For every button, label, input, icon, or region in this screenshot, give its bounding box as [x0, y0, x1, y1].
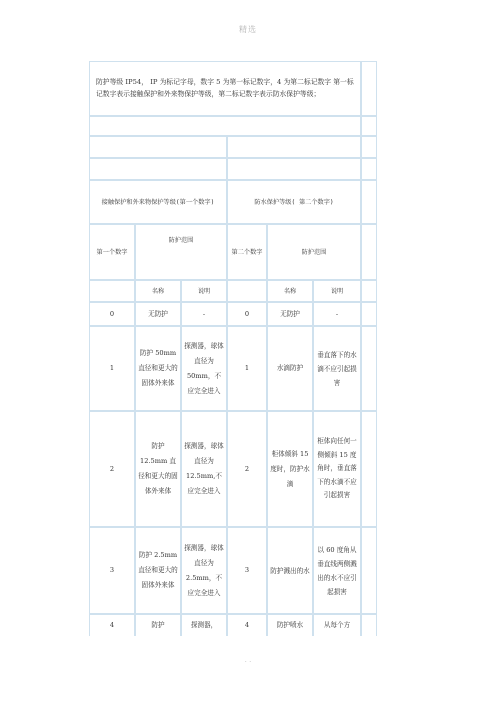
side-cell — [361, 302, 377, 326]
side-cell — [361, 136, 377, 158]
header-second-digit: 第二个数字 — [227, 224, 267, 280]
header-protect-scope-2: 防护范围 — [267, 224, 361, 280]
name-1-cell: 防护 2.5mm 直径和更大的固体外来体 — [135, 527, 181, 614]
header-desc-1: 说明 — [181, 280, 227, 302]
name-1-cell: 防护 12.5mm 直径和更大的固体外来体 — [135, 411, 181, 527]
side-cell — [361, 61, 377, 116]
desc-1-cell: 探测器，球体直径为 50mm，不应完全进入 — [181, 326, 227, 411]
name-1-cell: 防护 — [135, 614, 181, 636]
name-2-cell: 防护喷水 — [267, 614, 313, 636]
digit-2-cell: 3 — [227, 527, 267, 614]
blank-cell — [227, 136, 361, 158]
desc-2-cell: 从每个方 — [313, 614, 361, 636]
side-cell — [361, 411, 377, 527]
side-cell — [361, 527, 377, 614]
blank-row — [89, 116, 361, 136]
name-1-cell: 防护 50mm 直径和更大的固体外来体 — [135, 326, 181, 411]
header-name-2: 名称 — [267, 280, 313, 302]
side-cell — [361, 224, 377, 280]
name-2-cell: 水滴防护 — [267, 326, 313, 411]
desc-1-cell: 探测器， — [181, 614, 227, 636]
side-cell — [361, 116, 377, 136]
desc-2-cell: 垂直落下的水滴不应引起损害 — [313, 326, 361, 411]
digit-2-cell: 4 — [227, 614, 267, 636]
ip-rating-table — [89, 61, 377, 636]
header-first-digit: 第一个数字 — [89, 224, 135, 280]
blank-cell — [89, 158, 227, 180]
desc-1-cell: 探测器，球体直径为 2.5mm，不应完全进入 — [181, 527, 227, 614]
side-cell — [361, 614, 377, 636]
page-header: 精选 — [239, 25, 257, 34]
blank-cell — [89, 280, 135, 302]
side-cell — [361, 158, 377, 180]
header-protect-scope-1: 防护范围 — [135, 224, 227, 280]
blank-cell — [227, 280, 267, 302]
digit-1-cell: 1 — [89, 326, 135, 411]
digit-2-cell: 0 — [227, 302, 267, 326]
intro-text: 防护等级 IP54， IP 为标记字母，数字 5 为第一标记数字，4 为第二标记数字 第一标记数字表示接触保护和外来物保护等级，第二标记数字表示防水保护等级； — [89, 61, 361, 116]
digit-2-cell: 1 — [227, 326, 267, 411]
digit-1-cell: 0 — [89, 302, 135, 326]
name-2-cell: 无防护 — [267, 302, 313, 326]
digit-1-cell: 4 — [89, 614, 135, 636]
side-cell — [361, 326, 377, 411]
digit-2-cell: 2 — [227, 411, 267, 527]
desc-1-cell: - — [181, 302, 227, 326]
section-header-water: 防水保护等级( 第二个数字) — [227, 180, 361, 224]
name-2-cell: 柜体倾斜 15 度时，防护水滴 — [267, 411, 313, 527]
desc-1-cell: 探测器，球体直径为 12.5mm,不应完全进入 — [181, 411, 227, 527]
blank-cell — [227, 158, 361, 180]
section-header-contact: 接触保护和外来物保护等级(第一个数字) — [89, 180, 227, 224]
header-desc-2: 说明 — [313, 280, 361, 302]
header-name-1: 名称 — [135, 280, 181, 302]
name-1-cell: 无防护 — [135, 302, 181, 326]
side-cell — [361, 280, 377, 302]
desc-2-cell: 柜体向任何一侧倾斜 15 度角时，垂直落下的水滴不应引起损害 — [313, 411, 361, 527]
desc-2-cell: 以 60 度角从垂直线两侧溅出的水不应引起损害 — [313, 527, 361, 614]
desc-2-cell: - — [313, 302, 361, 326]
digit-1-cell: 3 — [89, 527, 135, 614]
side-cell — [361, 180, 377, 224]
digit-1-cell: 2 — [89, 411, 135, 527]
page-footer: · · — [244, 658, 252, 666]
name-2-cell: 防护溅出的水 — [267, 527, 313, 614]
blank-cell — [89, 136, 227, 158]
